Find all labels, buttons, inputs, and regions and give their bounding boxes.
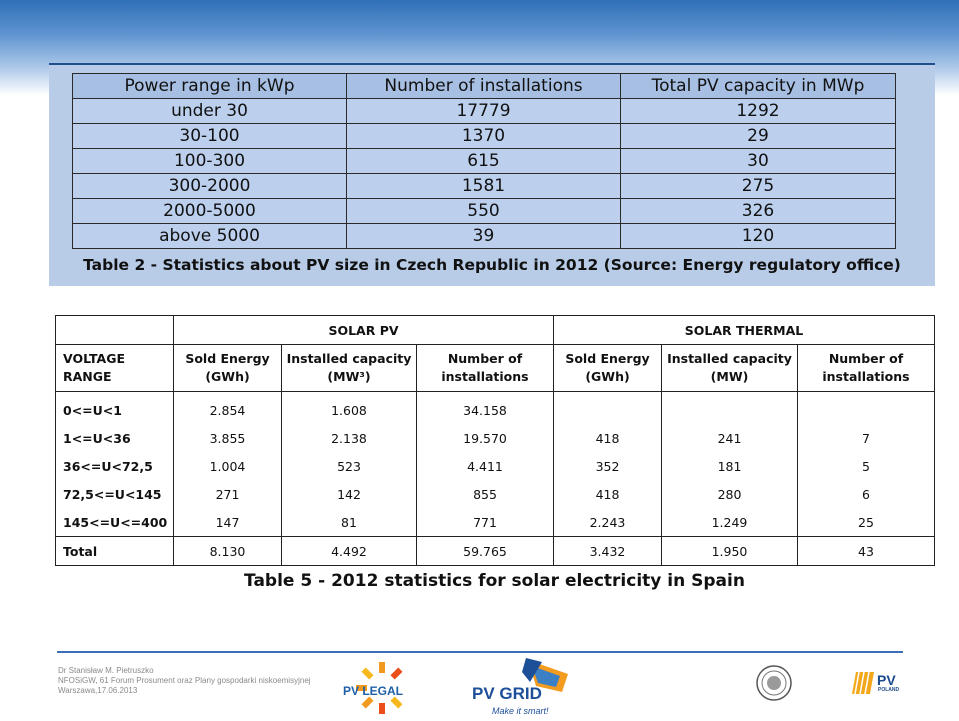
table-cell: 1.950 (662, 537, 798, 566)
table-row (56, 452, 935, 480)
table-cell: 120 (621, 224, 896, 249)
table-cell: 5 (798, 452, 935, 480)
table-cell: 271 (174, 480, 282, 508)
table-cell: 19.570 (417, 424, 554, 452)
column-header: Number of installations (798, 345, 935, 392)
voltage-range-header: VOLTAGE RANGE (56, 345, 174, 392)
table-row (56, 392, 935, 425)
footer-line: Dr Stanisław M. Pietruszko (58, 666, 154, 675)
table-cell: 34.158 (417, 392, 554, 425)
table-cell: 4.411 (417, 452, 554, 480)
table-cell: 8.130 (174, 537, 282, 566)
column-header: Number of installations (347, 74, 621, 99)
table-cell: 615 (347, 149, 621, 174)
pv-poland-logo (850, 670, 902, 696)
table-cell: 1.608 (282, 392, 417, 425)
table-cell: 3.432 (554, 537, 662, 566)
table-row (56, 508, 935, 537)
column-header: Sold Energy (GWh) (174, 345, 282, 392)
table-cell: under 30 (73, 99, 347, 124)
sun-panel-icon (850, 670, 876, 696)
spain-table-caption: Table 5 - 2012 statistics for solar electricity in Spain (244, 571, 745, 591)
table-row (73, 224, 896, 249)
table-cell: 855 (417, 480, 554, 508)
column-header: Total PV capacity in MWp (621, 74, 896, 99)
footer-credits (58, 666, 311, 696)
column-header: Installed capacity (MW) (662, 345, 798, 392)
pv-grid-slogan: Make it smart! (492, 706, 549, 716)
table-cell: 1292 (621, 99, 896, 124)
table-cell: 43 (798, 537, 935, 566)
column-header: Installed capacity (MW³) (282, 345, 417, 392)
empty-header-cell (56, 316, 174, 345)
table-cell: 7 (798, 424, 935, 452)
table-row (73, 199, 896, 224)
table-cell: 59.765 (417, 537, 554, 566)
table-cell: 2.243 (554, 508, 662, 537)
footer-line: NFOSiGW, 61 Forum Prosument oraz Plany gospodarki niskoemisyjnej (58, 676, 311, 685)
czech-table-caption: Table 2 - Statistics about PV size in Czech Republic in 2012 (Source: Energy regulatory office) (83, 256, 901, 274)
pv-legal-logo-text: PV LEGAL (343, 684, 404, 698)
czech-pv-table (72, 73, 896, 249)
row-label: 0<=U<1 (56, 392, 174, 425)
footer-line: Warszawa,17.06.2013 (58, 686, 138, 695)
column-header-row (56, 345, 935, 392)
table-cell: 81 (282, 508, 417, 537)
row-label: 72,5<=U<145 (56, 480, 174, 508)
table-cell: 29 (621, 124, 896, 149)
table-cell (554, 392, 662, 425)
table-cell: 3.855 (174, 424, 282, 452)
table-cell: 181 (662, 452, 798, 480)
column-header: Number of installations (417, 345, 554, 392)
table-cell: 418 (554, 480, 662, 508)
table-cell: 523 (282, 452, 417, 480)
table-cell: 4.492 (282, 537, 417, 566)
table-cell: 100-300 (73, 149, 347, 174)
table-row (73, 99, 896, 124)
table-cell: 326 (621, 199, 896, 224)
seal-logo (756, 665, 792, 701)
table-cell: 1370 (347, 124, 621, 149)
total-row (56, 537, 935, 566)
seal-icon (756, 665, 792, 701)
table-header-row (73, 74, 896, 99)
footer-divider (57, 651, 903, 653)
table-cell: 418 (554, 424, 662, 452)
table-cell (798, 392, 935, 425)
spain-solar-table (55, 315, 935, 566)
table-cell: 142 (282, 480, 417, 508)
pv-grid-logo (470, 656, 580, 717)
table-cell: 2.138 (282, 424, 417, 452)
table-cell: 352 (554, 452, 662, 480)
table-cell: 280 (662, 480, 798, 508)
group-header-row (56, 316, 935, 345)
table-cell: 1581 (347, 174, 621, 199)
pv-legal-logo (340, 660, 422, 716)
table-cell: 771 (417, 508, 554, 537)
column-header: Sold Energy (GWh) (554, 345, 662, 392)
table-row (56, 424, 935, 452)
table-row (73, 174, 896, 199)
pv-grid-logo-text: PV GRID (472, 684, 542, 703)
table-cell: 1.249 (662, 508, 798, 537)
table-cell: 241 (662, 424, 798, 452)
table-cell: 550 (347, 199, 621, 224)
column-header: Power range in kWp (73, 74, 347, 99)
table-cell: 147 (174, 508, 282, 537)
table-row (56, 480, 935, 508)
row-label: Total (56, 537, 174, 566)
table-cell: 30-100 (73, 124, 347, 149)
table-cell: 2.854 (174, 392, 282, 425)
table-cell (662, 392, 798, 425)
solar-thermal-header: SOLAR THERMAL (554, 316, 935, 345)
table-cell: 17779 (347, 99, 621, 124)
row-label: 36<=U<72,5 (56, 452, 174, 480)
table-cell: 1.004 (174, 452, 282, 480)
row-label: 1<=U<36 (56, 424, 174, 452)
table-cell: 30 (621, 149, 896, 174)
table-cell: 275 (621, 174, 896, 199)
row-label: 145<=U<=400 (56, 508, 174, 537)
table-cell: 39 (347, 224, 621, 249)
table-cell: 6 (798, 480, 935, 508)
table-row (73, 124, 896, 149)
table-cell: 25 (798, 508, 935, 537)
pv-poland-logo-subtext: POLAND (878, 687, 900, 693)
pv-poland-logo-text: PV (877, 672, 896, 688)
table-cell: 2000-5000 (73, 199, 347, 224)
table-cell: above 5000 (73, 224, 347, 249)
table-row (73, 149, 896, 174)
table-cell: 300-2000 (73, 174, 347, 199)
solar-pv-header: SOLAR PV (174, 316, 554, 345)
